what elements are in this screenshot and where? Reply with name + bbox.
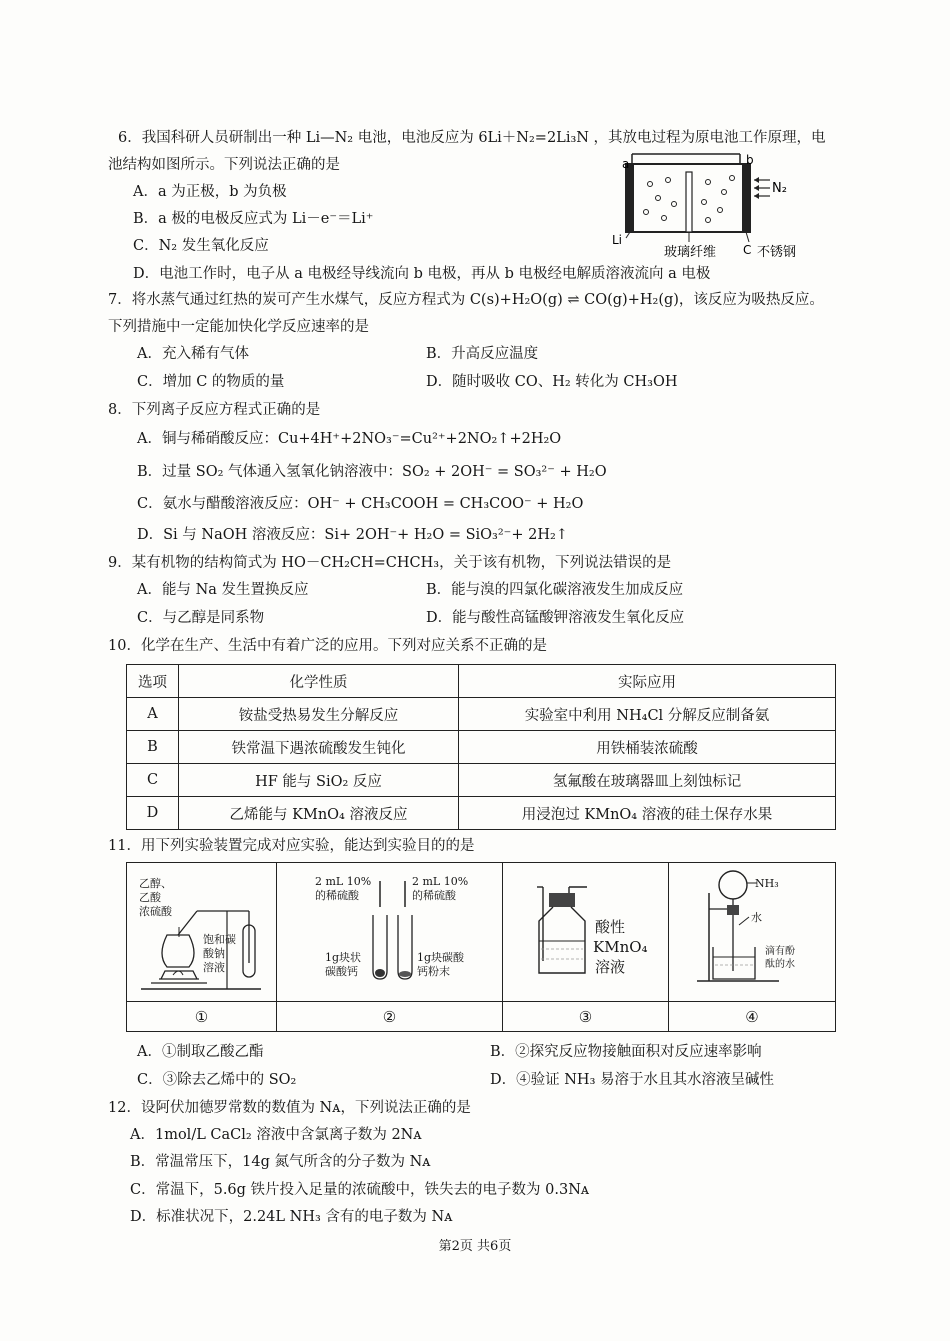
fig4-label-l1: 滴有酚 [765,946,795,957]
q7-option-c: C．增加 C 的物质的量 [137,374,285,390]
q6-stem-line1: 6．我国科研人员研制出一种 Li—N₂ 电池，电池反应为 6Li＋N₂=2Li₃N ，其放电过程为原电池工作原理，电 [118,130,826,146]
q11-option-d: D．④验证 NH₃ 易溶于水且其水溶液呈碱性 [490,1072,774,1088]
table-row [127,698,836,731]
label-li: Li [612,233,623,247]
q8-option-c: C．氨水与醋酸溶液反应：OH⁻ + CH₃COOH = CH₃COO⁻ + H₂O [137,496,584,512]
fountain-apparatus-drawing [669,863,833,999]
page-footer: 第2页 共6页 [438,1239,512,1254]
q8-option-a: A．铜与稀硝酸反应：Cu+4H⁺+2NO₃⁻=Cu²⁺+2NO₂↑+2H₂O [137,431,562,447]
fig2-label-t3: 2 mL 10% [412,875,469,888]
label-a: a [622,157,630,171]
label-glass-fiber: 玻璃纤维 [664,245,717,260]
row-c-option: C [127,764,179,797]
q7-option-b: B．升高反应温度 [426,346,539,362]
row-b-option: B [127,731,179,764]
fig2-label-t2: 的稀硫酸 [315,889,359,902]
fig2-label-b3: 1g块碳酸 [417,951,465,964]
row-d-property: 乙烯能与 KMnO₄ 溶液反应 [179,797,459,830]
header-property: 化学性质 [179,665,459,698]
q9-stem: 9．某有机物的结构简式为 HO－CH₂CH=CHCH₃，关于该有机物，下列说法错误的是 [108,555,672,571]
q12-stem: 12．设阿伏加德罗常数的数值为 Nᴀ，下列说法正确的是 [108,1100,471,1116]
q9-option-b: B．能与溴的四氯化碳溶液发生加成反应 [426,582,684,598]
table-row [127,764,836,797]
fig2-label-b1: 1g块状 [325,951,362,964]
fig2-label-t4: 的稀硫酸 [412,889,456,902]
q6-option-a: A．a 为正极，b 为负极 [133,184,287,200]
q6-option-c: C．N₂ 发生氧化反应 [133,238,269,254]
fig1-label-acetic: 乙酸 [139,891,161,904]
apparatus-panel [126,862,836,1032]
header-option: 选项 [127,665,179,698]
label-b: b [746,153,754,167]
q12-option-c: C．常温下，5.6g 铁片投入足量的浓硫酸中，铁失去的电子数为 0.3Nᴀ [130,1182,590,1198]
row-a-application: 实验室中利用 NH₄Cl 分解反应制备氨 [459,698,836,731]
q9-option-d: D．能与酸性高锰酸钾溶液发生氧化反应 [426,610,685,626]
q8-option-b: B．过量 SO₂ 气体通入氢氧化钠溶液中：SO₂ + 2OH⁻ = SO₃²⁻ + H₂O [137,464,607,480]
q11-option-a: A．①制取乙酸乙酯 [137,1044,264,1060]
q7-stem-line2: 下列措施中一定能加快化学反应速率的是 [108,319,369,335]
apparatus-2 [277,863,503,1001]
fig1-label-r2: 酸钠 [203,947,225,960]
apparatus-1 [127,863,277,1001]
table-row [127,731,836,764]
fig1-label-r3: 溶液 [203,961,225,974]
row-d-option: D [127,797,179,830]
apparatus-num-4: ④ [669,1001,835,1031]
fig2-label-t1: 2 mL 10% [315,875,372,888]
q12-option-a: A．1mol/L CaCl₂ 溶液中含氯离子数为 2Nᴀ [130,1127,422,1143]
q11-option-c: C．③除去乙烯中的 SO₂ [137,1072,297,1088]
fig3-label-l1: 酸性 [595,918,626,936]
fig1-label-sulfuric: 浓硫酸 [139,905,172,918]
q8-option-d: D．Si 与 NaOH 溶液反应：Si+ 2OH⁻+ H₂O = SiO₃²⁻+ 2H₂↑ [137,527,568,543]
header-application: 实际应用 [459,665,836,698]
battery-diagram [612,150,822,262]
q10-table [126,664,836,830]
row-c-property: HF 能与 SiO₂ 反应 [179,764,459,797]
q6-option-d: D．电池工作时，电子从 a 电极经导线流向 b 电极，再从 b 电极经电解质溶液流向 a 电极 [133,266,711,282]
label-c: C [743,243,752,257]
q11-stem: 11．用下列实验装置完成对应实验，能达到实验目的的是 [108,838,475,854]
fig4-label-water: 水 [751,911,762,924]
q9-option-c: C．与乙醇是同系物 [137,610,265,626]
apparatus-3 [503,863,669,1001]
fig4-label-l2: 酞的水 [765,959,795,970]
row-d-application: 用浸泡过 KMnO₄ 溶液的硅土保存水果 [459,797,836,830]
table-header-row [127,665,836,698]
apparatus-num-3: ③ [503,1001,669,1031]
q11-option-b: B．②探究反应物接触面积对反应速率影响 [490,1044,762,1060]
row-b-property: 铁常温下遇浓硫酸发生钝化 [179,731,459,764]
fig3-label-l3: 溶液 [595,958,626,976]
q12-option-b: B．常温常压下，14g 氮气所含的分子数为 Nᴀ [130,1154,431,1170]
label-steel: 不锈钢 [757,245,797,260]
apparatus-4 [669,863,835,1001]
fig4-label-nh3: NH₃ [755,877,779,890]
fig1-label-ethanol: 乙醇、 [139,877,172,890]
row-a-property: 铵盐受热易发生分解反应 [179,698,459,731]
gas-washing-bottle-drawing [503,863,667,999]
row-a-option: A [127,698,179,731]
q7-stem-line1: 7．将水蒸气通过红热的炭可产生水煤气，反应方程式为 C(s)+H₂O(g) ⇌ CO(g)+H₂(g)，该反应为吸热反应。 [108,292,824,308]
q7-option-a: A．充入稀有气体 [137,346,249,362]
q6-option-b: B．a 极的电极反应式为 Li－e⁻＝Li⁺ [133,211,374,227]
q12-option-d: D．标准状况下，2.24L NH₃ 含有的电子数为 Nᴀ [130,1209,453,1225]
table-row [127,797,836,830]
apparatus-num-1: ① [127,1001,277,1031]
row-c-application: 氢氟酸在玻璃器皿上刻蚀标记 [459,764,836,797]
apparatus-num-2: ② [277,1001,503,1031]
q10-stem: 10．化学在生产、生活中有着广泛的应用。下列对应关系不正确的是 [108,638,547,654]
q9-option-a: A．能与 Na 发生置换反应 [137,582,309,598]
fig2-label-b2: 碳酸钙 [325,965,358,978]
q6-stem-line2: 池结构如图所示。下列说法正确的是 [108,157,340,173]
fig3-label-l2: KMnO₄ [593,938,648,956]
label-n2: N₂ [772,181,787,196]
fig1-label-r1: 饱和碳 [203,933,236,946]
row-b-application: 用铁桶装浓硫酸 [459,731,836,764]
q8-stem: 8．下列离子反应方程式正确的是 [108,402,321,418]
fig2-label-b4: 钙粉末 [417,965,450,978]
q7-option-d: D．随时吸收 CO、H₂ 转化为 CH₃OH [426,374,678,390]
